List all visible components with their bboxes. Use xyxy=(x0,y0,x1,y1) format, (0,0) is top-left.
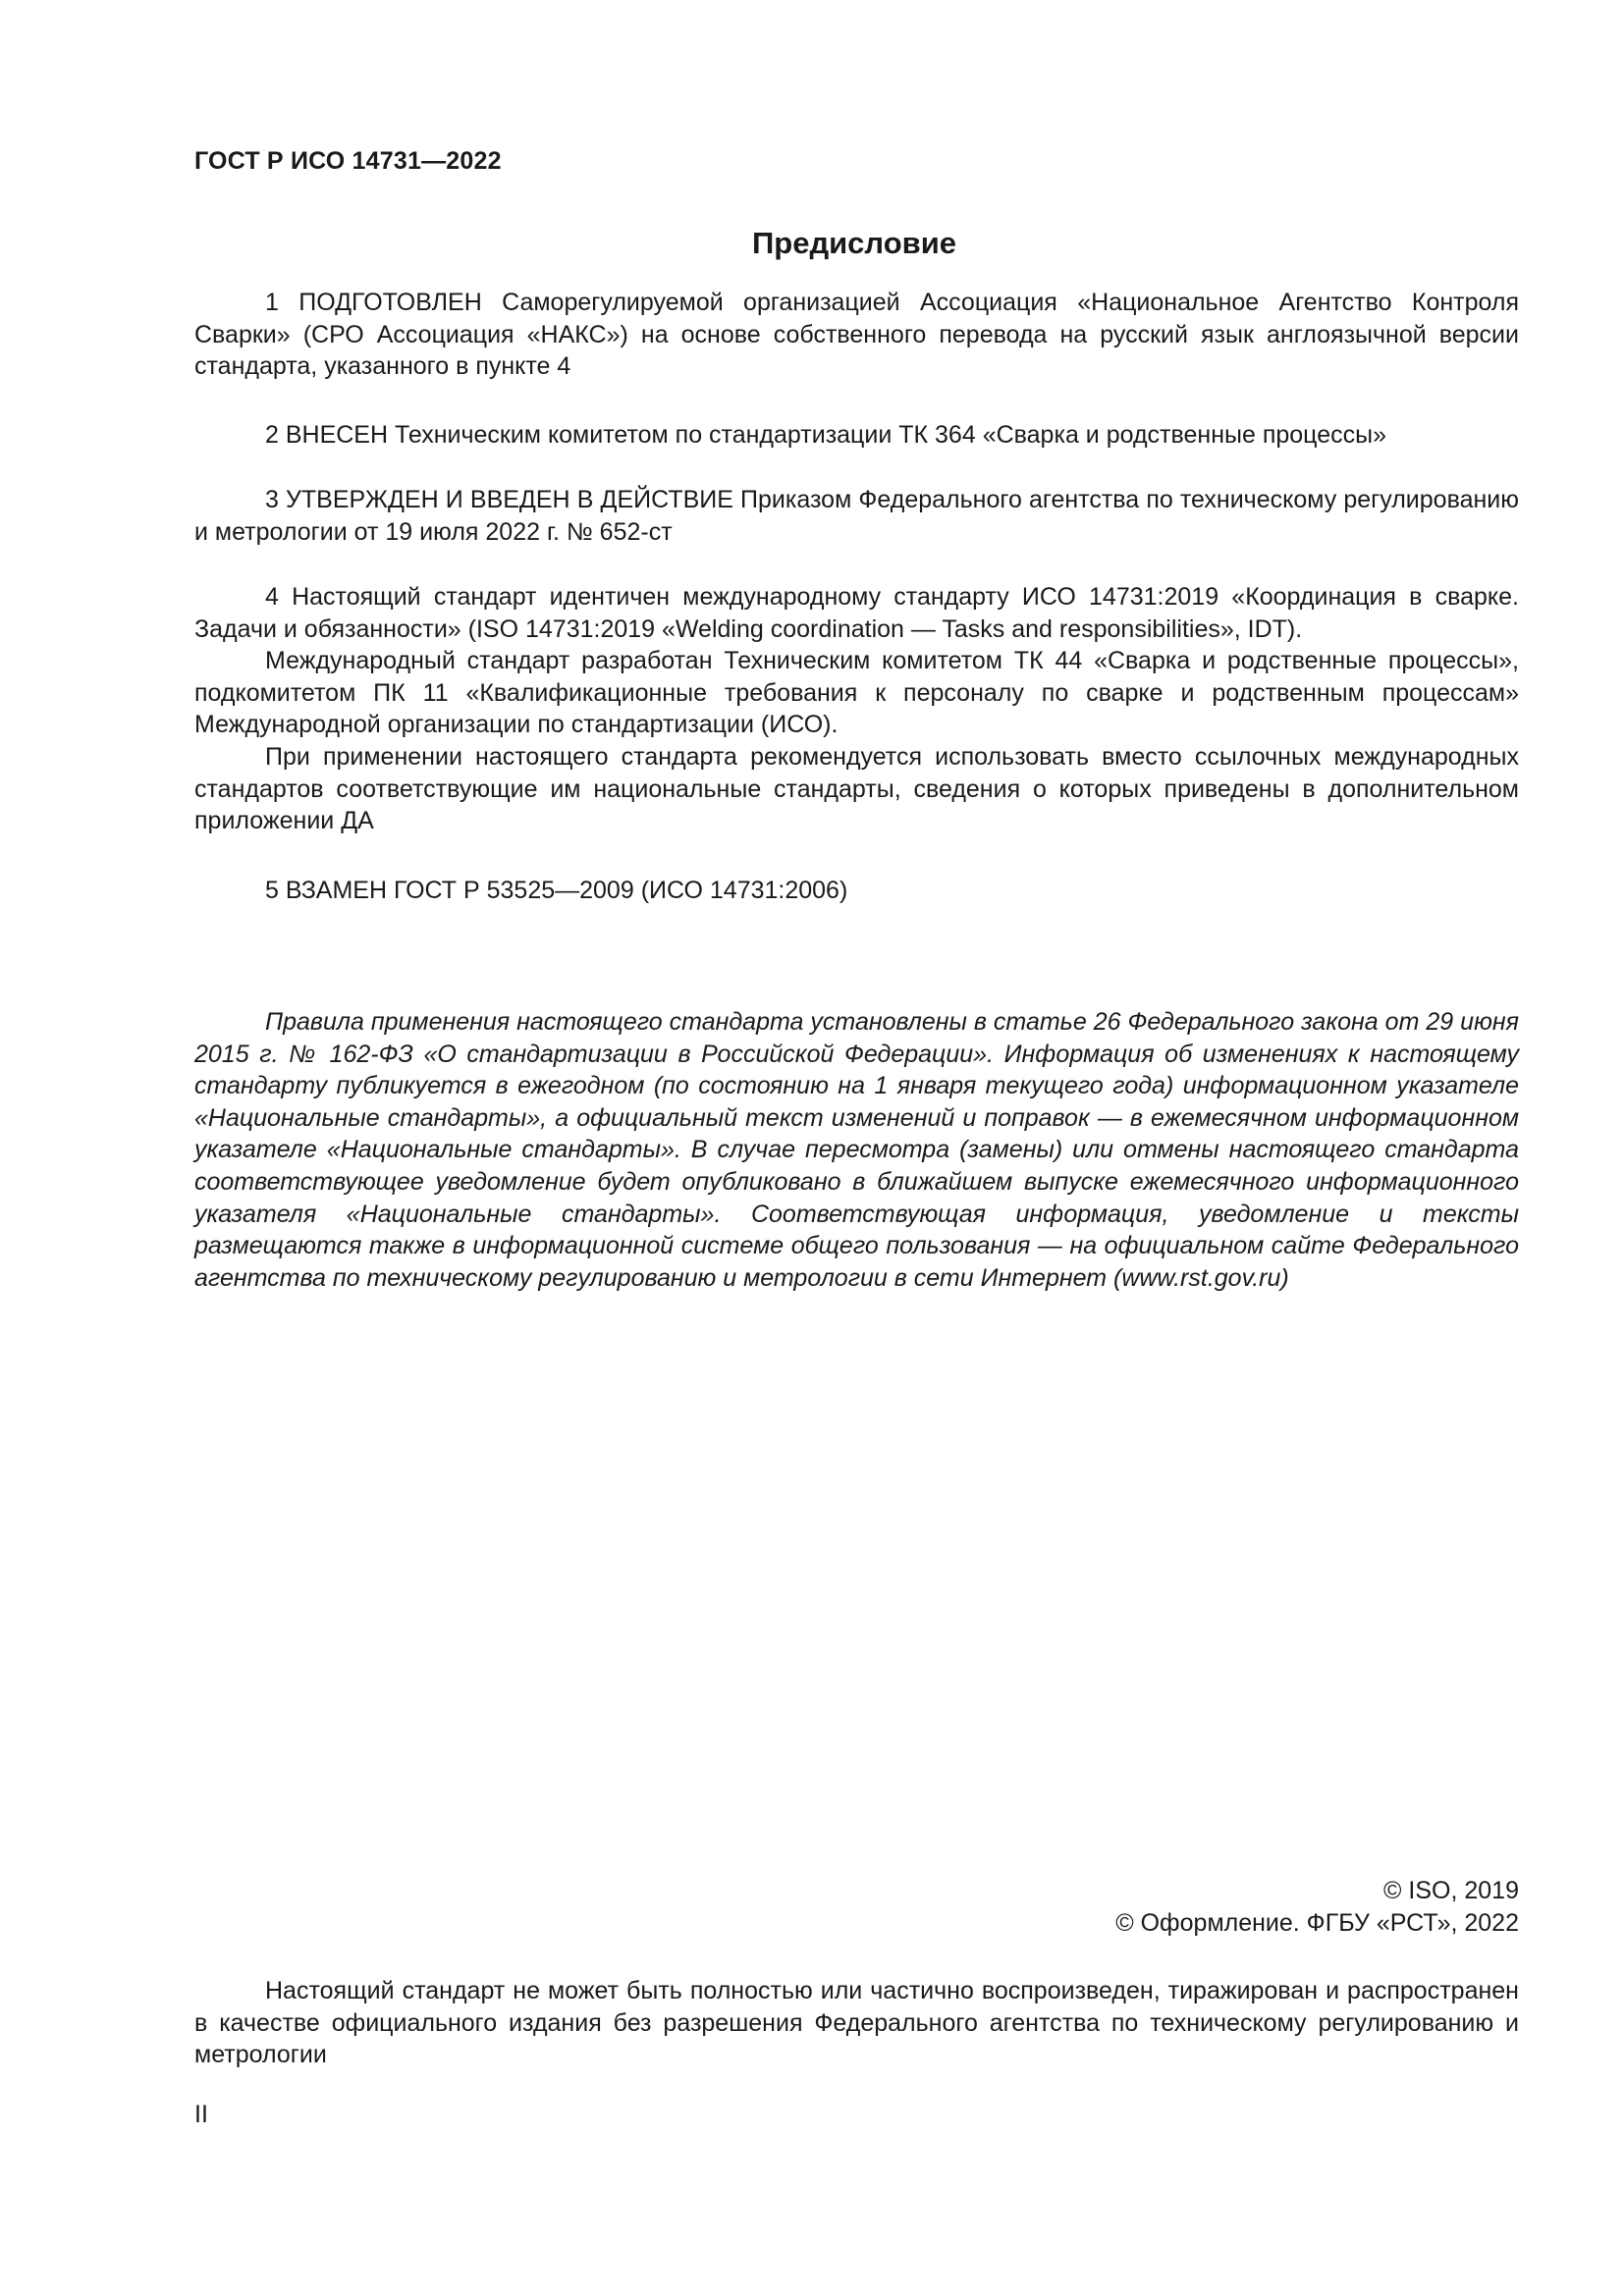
reproduction-notice xyxy=(194,1975,1519,2071)
clause-4-paragraph-2: Международный стандарт разработан Техническим комитетом ТК 44 «Сварка и родственные процессы», подкомитетом ПК 11 «Квалификационные требования к персоналу по сварке и родственным процессам» Международной организации по стандартизации (ИСО). xyxy=(194,647,1519,739)
page-number: II xyxy=(194,2101,208,2128)
clause-4 xyxy=(194,581,1519,837)
application-rules-notice xyxy=(194,1006,1519,1294)
clause-5 xyxy=(194,875,1519,907)
clause-1 xyxy=(194,287,1519,383)
application-rules-notice-text: Правила применения настоящего стандарта установлены в статье 26 Федерального закона от 29 июня 2015 г. № 162-ФЗ «О стандартизации в Российской Федерации». Информация об изменениях к настоящему стандарту публикуется в ежегодном (по состоянию на 1 января текущего года) информационном указателе «Национальные стандарты», а официальный текст изменений и поправок — в ежемесячном информационном указателе «Национальные стандарты». В случае пересмотра (замены) или отмены настоящего стандарта соответствующее уведомление будет опубликовано в ближайшем выпуске ежемесячного информационного указателя «Национальные стандарты». Соответствующая информация, уведомление и тексты размещаются также в информационной системе общего пользования — на официальном сайте Федерального агентства по техническому регулированию и метрологии в сети Интернет (www.rst.gov.ru) xyxy=(194,1008,1519,1292)
clause-3-text: 3 УТВЕРЖДЕН И ВВЕДЕН В ДЕЙСТВИЕ Приказом Федерального агентства по техническому регулированию и метрологии от 19 июля 2022 г. № 652-ст xyxy=(194,486,1519,546)
clause-1-text: 1 ПОДГОТОВЛЕН Саморегулируемой организацией Ассоциация «Национальное Агентство Контроля Сварки» (СРО Ассоциация «НАКС») на основе собственного перевода на русский язык англоязычной версии стандарта, указанного в пункте 4 xyxy=(194,289,1519,381)
clause-4-paragraph-1: 4 Настоящий стандарт идентичен международному стандарту ИСО 14731:2019 «Координация в сварке. Задачи и обязанности» (ISO 14731:2019 «Welding coordination — Tasks and responsibilities», IDT). xyxy=(194,583,1519,643)
reproduction-notice-text: Настоящий стандарт не может быть полностью или частично воспроизведен, тиражирован и распространен в качестве официального издания без разрешения Федерального агентства по техническому регулированию и метрологии xyxy=(194,1977,1519,2069)
clause-2-text: 2 ВНЕСЕН Техническим комитетом по стандартизации ТК 364 «Сварка и родственные процессы» xyxy=(265,421,1386,449)
clause-4-paragraph-3: При применении настоящего стандарта рекомендуется использовать вместо ссылочных международных стандартов соответствующие им национальные стандарты, сведения о которых приведены в дополнительном приложении ДА xyxy=(194,742,1519,835)
clause-2 xyxy=(194,419,1519,452)
clause-3 xyxy=(194,484,1519,548)
section-title-foreword: Предисловие xyxy=(751,226,956,260)
copyright-block xyxy=(1115,1875,1519,1940)
copyright-iso: © ISO, 2019 xyxy=(1383,1877,1519,1904)
standard-designation: ГОСТ Р ИСО 14731—2022 xyxy=(194,147,502,175)
copyright-design: © Оформление. ФГБУ «РСТ», 2022 xyxy=(1115,1909,1519,1937)
clause-5-text: 5 ВЗАМЕН ГОСТ Р 53525—2009 (ИСО 14731:2006) xyxy=(265,877,848,904)
